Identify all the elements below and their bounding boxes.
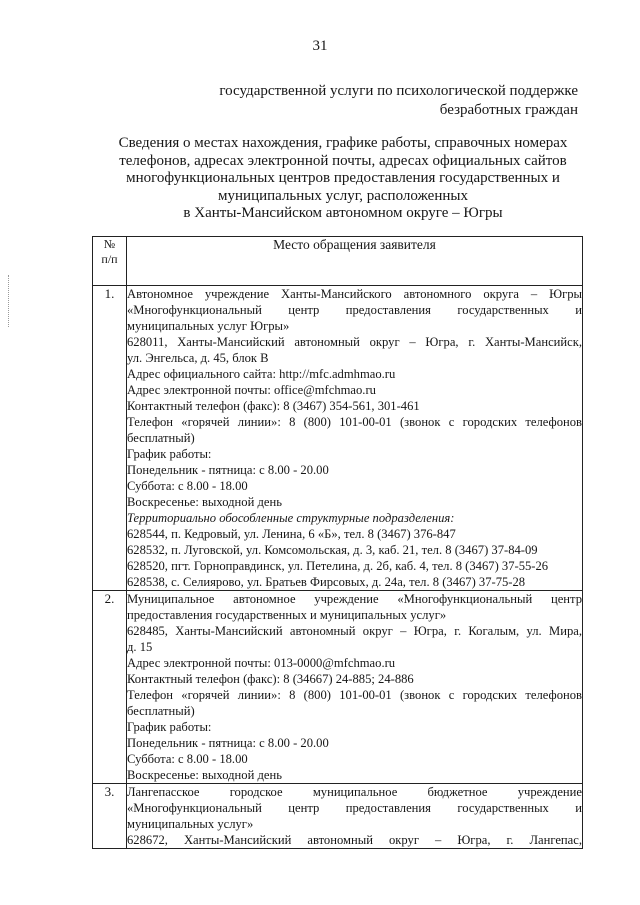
column-header-number xyxy=(93,237,127,286)
detail-line: Автономное учреждение Ханты-Мансийского автономного округа – Югры xyxy=(127,287,582,301)
table-row xyxy=(93,591,583,784)
detail-line-subdivisions-heading: Территориально обособленные структурные подразделения: xyxy=(127,511,455,525)
detail-line: 628544, п. Кедровый, ул. Ленина, 6 «Б», тел. 8 (3467) 376-847 xyxy=(127,527,456,541)
column-header-place: Место обращения заявителя xyxy=(127,237,583,286)
detail-line: 628520, пгт. Горноправдинск, ул. Петелина, д. 2б, каб. 4, тел. 8 (3467) 37-55-26 xyxy=(127,559,549,573)
row-details xyxy=(127,591,583,784)
detail-line: 628672, Ханты-Мансийский автономный округ – Югра, г. Лангепас, xyxy=(127,833,582,847)
mfc-registry-table xyxy=(92,236,583,849)
detail-line: Адрес электронной почты: 013-0000@mfchmao.ru xyxy=(127,656,396,670)
heading-line: Сведения о местах нахождения, графике работы, справочных номерах xyxy=(118,135,568,151)
detail-line: муниципальных услуг» xyxy=(127,817,254,831)
detail-line: Воскресенье: выходной день xyxy=(127,495,282,509)
subtitle-line: государственной услуги по психологической поддержке xyxy=(219,83,578,99)
detail-line: д. 15 xyxy=(127,640,153,654)
detail-line: График работы: xyxy=(127,720,212,734)
scan-margin-mark xyxy=(8,275,9,327)
detail-line: бесплатный) xyxy=(127,704,195,718)
row-number: 2. xyxy=(93,591,127,784)
detail-line: Суббота: с 8.00 - 18.00 xyxy=(127,479,248,493)
detail-line: 628538, с. Селиярово, ул. Братьев Фирсовых, д. 24а, тел. 8 (3467) 37-75-28 xyxy=(127,575,526,589)
detail-line: Телефон «горячей линии»: 8 (800) 101-00-01 (звонок с городских телефонов xyxy=(127,415,582,429)
header-num-symbol: № xyxy=(103,237,116,251)
detail-line: Контактный телефон (факс): 8 (34667) 24-885; 24-886 xyxy=(127,672,414,686)
document-subtitle xyxy=(160,82,578,120)
section-heading xyxy=(88,135,598,223)
heading-line: телефонов, адресах электронной почты, адресах официальных сайтов xyxy=(119,152,567,169)
table-row xyxy=(93,784,583,849)
detail-line: предоставления государственных и муниципальных услуг» xyxy=(127,608,447,622)
detail-line: «Многофункциональный центр предоставления государственных и xyxy=(127,801,582,815)
detail-line: Понедельник - пятница: с 8.00 - 20.00 xyxy=(127,736,329,750)
detail-line: бесплатный) xyxy=(127,431,195,445)
row-details xyxy=(127,784,583,849)
heading-line: многофункциональных центров предоставления государственных и xyxy=(126,170,560,186)
heading-line: в Ханты-Мансийском автономном округе – Югры xyxy=(183,205,503,221)
table-row xyxy=(93,286,583,591)
table-header-row xyxy=(93,237,583,286)
detail-line: Муниципальное автономное учреждение «Многофункциональный центр xyxy=(127,592,582,606)
heading-line: муниципальных услуг, расположенных xyxy=(218,187,468,204)
detail-line: Контактный телефон (факс): 8 (3467) 354-561, 301-461 xyxy=(127,399,420,413)
row-number: 1. xyxy=(93,286,127,591)
detail-line: 628485, Ханты-Мансийский автономный округ – Югра, г. Когалым, ул. Мира, xyxy=(127,624,582,638)
detail-line: «Многофункциональный центр предоставления государственных и xyxy=(127,303,582,317)
row-details xyxy=(127,286,583,591)
detail-line: Лангепасское городское муниципальное бюджетное учреждение xyxy=(127,785,582,799)
detail-line: График работы: xyxy=(127,447,212,461)
detail-line: 628011, Ханты-Мансийский автономный округ – Югра, г. Ханты-Мансийск, xyxy=(127,335,582,349)
detail-line: Суббота: с 8.00 - 18.00 xyxy=(127,752,248,766)
detail-line: Адрес электронной почты: office@mfchmao.ru xyxy=(127,383,376,397)
row-number: 3. xyxy=(93,784,127,849)
detail-line: Телефон «горячей линии»: 8 (800) 101-00-01 (звонок с городских телефонов xyxy=(127,688,582,702)
detail-line: Понедельник - пятница: с 8.00 - 20.00 xyxy=(127,463,329,477)
detail-line: Адрес официального сайта: http://mfc.admhmao.ru xyxy=(127,367,396,381)
detail-line: муниципальных услуг Югры» xyxy=(127,319,290,333)
subtitle-line: безработных граждан xyxy=(439,102,578,118)
detail-line: ул. Энгельса, д. 45, блок В xyxy=(127,351,269,365)
page-number: 31 xyxy=(312,38,328,54)
detail-line: 628532, п. Луговской, ул. Комсомольская, д. 3, каб. 21, тел. 8 (3467) 37-84-09 xyxy=(127,543,538,557)
detail-line: Воскресенье: выходной день xyxy=(127,768,282,782)
header-num-abbrev: п/п xyxy=(101,252,118,266)
